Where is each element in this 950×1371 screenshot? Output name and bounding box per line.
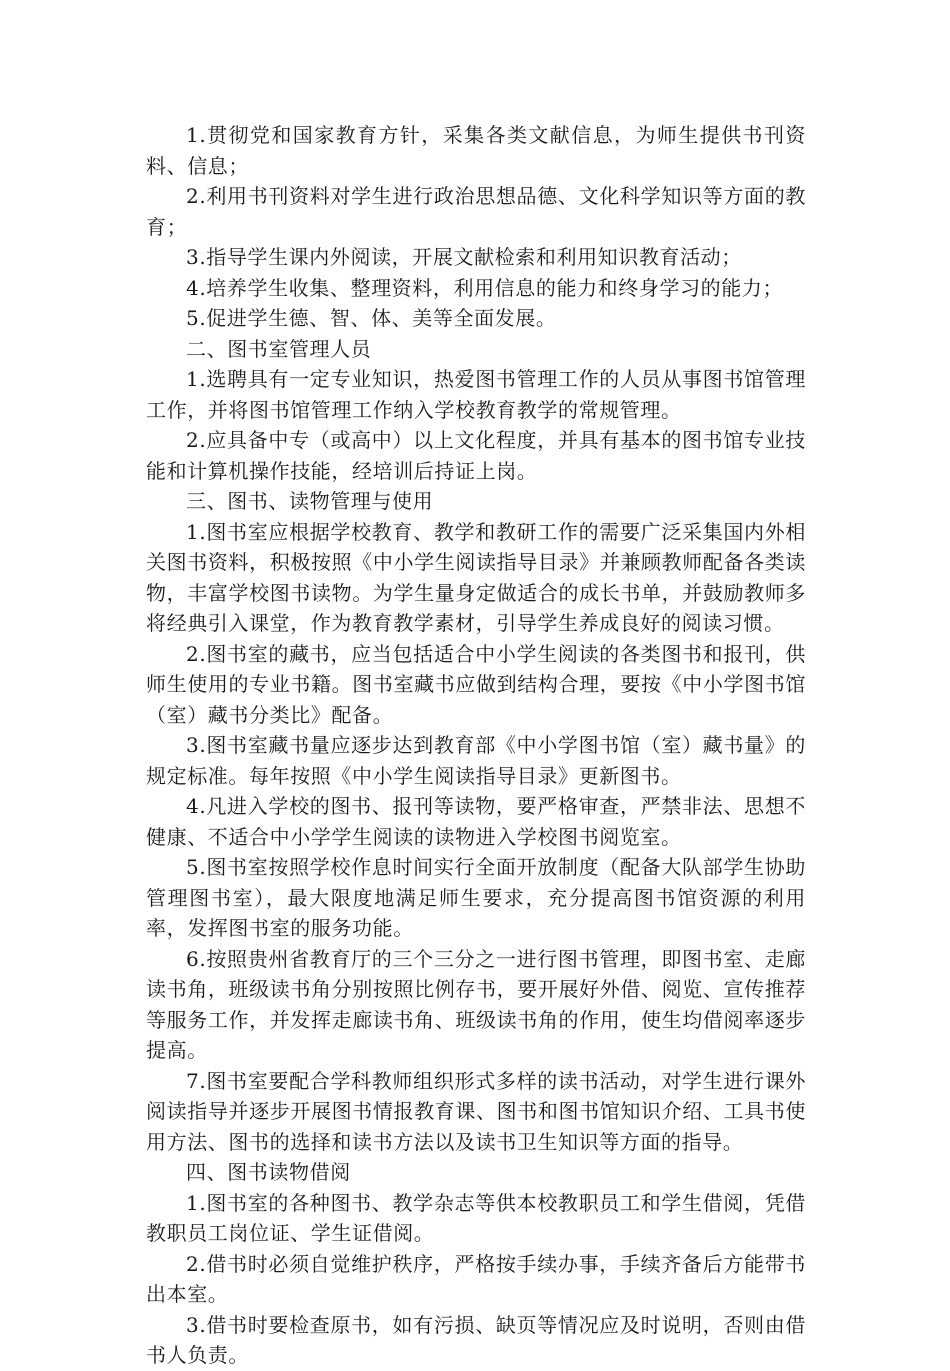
paragraph: 1.贯彻党和国家教育方针，采集各类文献信息，为师生提供书刊资料、信息； (146, 123, 806, 178)
paragraph: 6.按照贵州省教育厅的三个三分之一进行图书管理，即图书室、走廊读书角，班级读书角分别按照比例存书，要开展好外借、阅览、宣传推荐等服务工作，并发挥走廊读书角、班级读书角的作用，使生均借阅率逐步提高。 (146, 946, 806, 1062)
paragraph: 1.选聘具有一定专业知识，热爱图书管理工作的人员从事图书馆管理工作，并将图书馆管理工作纳入学校教育教学的常规管理。 (146, 367, 806, 422)
paragraph: 2.利用书刊资料对学生进行政治思想品德、文化科学知识等方面的教育； (146, 184, 806, 239)
paragraph: 5.促进学生德、智、体、美等全面发展。 (186, 306, 557, 330)
paragraph: 5.图书室按照学校作息时间实行全面开放制度（配备大队部学生协助管理图书室），最大限度地满足师生要求，充分提高图书馆资源的利用率，发挥图书室的服务功能。 (146, 855, 806, 940)
paragraph: 3.图书室藏书量应逐步达到教育部《中小学图书馆（室）藏书量》的规定标准。每年按照《中小学生阅读指导目录》更新图书。 (146, 733, 806, 788)
paragraph: 3.借书时要检查原书，如有污损、缺页等情况应及时说明，否则由借书人负责。 (146, 1312, 806, 1367)
paragraph: 1.图书室应根据学校教育、教学和教研工作的需要广泛采集国内外相关图书资料，积极按照《中小学生阅读指导目录》并兼顾教师配备各类读物，丰富学校图书读物。为学生量身定做适合的成长书单，并鼓励教师多将经典引入课堂，作为教育教学素材，引导学生养成良好的阅读习惯。 (146, 519, 806, 635)
paragraph: 2.借书时必须自觉维护秩序，严格按手续办事，手续齐备后方能带书出本室。 (146, 1251, 806, 1306)
section-heading: 四、图书读物借阅 (186, 1160, 351, 1184)
paragraph: 2.应具备中专（或高中）以上文化程度，并具有基本的图书馆专业技能和计算机操作技能，经培训后持证上岗。 (146, 428, 806, 483)
section-heading: 三、图书、读物管理与使用 (186, 489, 434, 513)
paragraph: 7.图书室要配合学科教师组织形式多样的读书活动，对学生进行课外阅读指导并逐步开展图书情报教育课、图书和图书馆知识介绍、工具书使用方法、图书的选择和读书方法以及读书卫生知识等方面的指导。 (146, 1068, 806, 1154)
document-body (146, 120, 806, 1371)
paragraph: 1.图书室的各种图书、教学杂志等供本校教职员工和学生借阅，凭借教职员工岗位证、学生证借阅。 (146, 1190, 806, 1245)
paragraph: 2.图书室的藏书，应当包括适合中小学生阅读的各类图书和报刊，供师生使用的专业书籍。图书室藏书应做到结构合理，要按《中小学图书馆（室）藏书分类比》配备。 (146, 641, 806, 727)
paragraph: 4.培养学生收集、整理资料，利用信息的能力和终身学习的能力； (186, 275, 784, 300)
section-heading: 二、图书室管理人员 (186, 336, 372, 361)
paragraph: 4.凡进入学校的图书、报刊等读物，要严格审查，严禁非法、思想不健康、不适合中小学学生阅读的读物进入学校图书阅览室。 (146, 794, 806, 849)
paragraph: 3.指导学生课内外阅读，开展文献检索和利用知识教育活动； (186, 245, 742, 269)
